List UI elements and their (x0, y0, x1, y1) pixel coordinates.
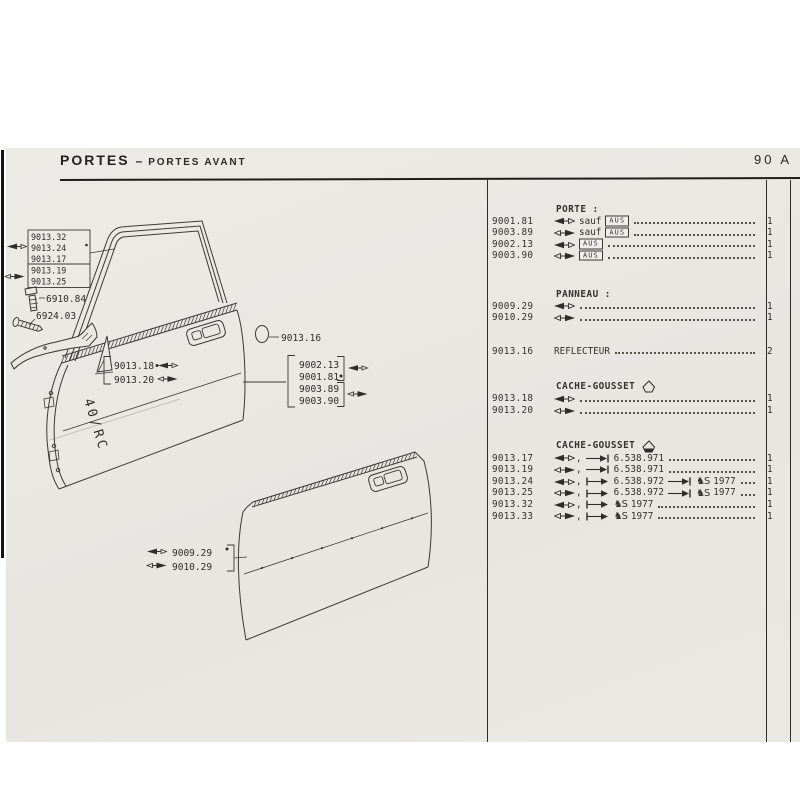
parts-row (487, 453, 800, 465)
qty-value: 1 (767, 452, 773, 464)
dotted-leader (669, 471, 755, 473)
part-label: 9001.81 (299, 372, 340, 383)
gusset-shape-icon (641, 380, 656, 393)
part-label: 9013.24 (31, 243, 67, 253)
lion-icon: ♞S (613, 499, 627, 511)
left-side-arrow-icon (554, 241, 575, 249)
part-label: 9002.13 (299, 360, 340, 371)
bullet-marker (85, 244, 88, 247)
from-icon (586, 500, 610, 509)
part-label: 9013.25 (31, 276, 67, 287)
left-side-arrow-icon (554, 478, 575, 486)
dotted-leader (608, 245, 755, 247)
dotted-leader (580, 412, 755, 414)
part-description (554, 453, 664, 465)
aus-badge: AUS (605, 227, 629, 238)
part-description (554, 476, 736, 488)
part-description (554, 464, 664, 476)
right-side-arrow-icon (554, 229, 575, 237)
lion-icon: ♞S (613, 510, 627, 522)
qty-value: 1 (767, 215, 773, 227)
reflector-callout (256, 326, 322, 345)
part-ref: 9001.81 (492, 215, 534, 227)
part-ref: 9010.29 (492, 312, 534, 324)
part-label: 9009.29 (172, 548, 213, 559)
parts-section (487, 380, 800, 416)
parts-section (487, 346, 800, 358)
part-ref: 9013.32 (492, 498, 534, 510)
left-side-arrow-icon (147, 549, 167, 555)
reflector-label: 9013.16 (281, 333, 322, 344)
dotted-leader (741, 494, 755, 496)
qty-value: 1 (767, 510, 773, 522)
segment-text: sauf (579, 215, 602, 227)
dotted-leader (615, 352, 755, 354)
from-icon (586, 489, 610, 498)
part-description (554, 499, 653, 511)
section-header (556, 204, 800, 216)
qty-value: 1 (767, 404, 773, 416)
parts-section (487, 204, 800, 262)
lion-icon: ♞S (695, 476, 710, 488)
door-panel-drawing (238, 452, 431, 640)
qty-value: 1 (767, 464, 773, 476)
right-side-arrow-icon (158, 376, 178, 382)
qty-value: 1 (767, 300, 773, 312)
part-label: 9013.32 (31, 232, 67, 242)
parts-row (487, 346, 800, 358)
gusset-shape-icon (641, 440, 656, 453)
part-ref: 9003.90 (492, 250, 534, 262)
dotted-leader (669, 459, 755, 461)
dotted-leader (658, 506, 755, 508)
parts-row (487, 312, 800, 324)
page-subtitle: PORTES AVANT (148, 157, 247, 168)
title-separator: – (135, 154, 143, 168)
part-description (554, 395, 575, 403)
lion-icon: ♞S (695, 487, 710, 499)
segment-text: 6.538.971 (613, 464, 664, 476)
dotted-leader (608, 257, 755, 259)
left-side-arrow-icon (554, 501, 575, 509)
segment-text: , (576, 498, 582, 510)
part-label: 9003.89 (299, 384, 340, 395)
part-description (554, 346, 610, 358)
section-header (556, 380, 800, 393)
right-side-arrow-icon (554, 512, 575, 520)
parts-row (487, 227, 800, 239)
part-description (554, 314, 575, 322)
right-side-arrow-icon (554, 489, 575, 497)
part-ref: 9013.16 (492, 345, 534, 357)
part-description (554, 407, 575, 415)
section-header-label: CACHE-GOUSSET (556, 440, 636, 452)
parts-section (487, 440, 800, 523)
from-icon (586, 512, 610, 521)
segment-text: 6.538.972 (613, 475, 664, 487)
part-description (554, 487, 736, 499)
part-ref: 9003.89 (492, 227, 534, 239)
bolt-label: 6910.84 (46, 294, 87, 305)
parts-row (487, 464, 800, 476)
part-description (554, 302, 575, 310)
aus-badge: AUS (579, 239, 603, 250)
left-side-arrow-icon (554, 217, 575, 225)
watermark-text: 40/RC (80, 396, 111, 453)
bullet-marker (340, 375, 343, 378)
part-description (554, 239, 603, 250)
parts-row (487, 393, 800, 405)
hinge-bracket-drawing (11, 323, 97, 369)
aus-badge: AUS (605, 216, 629, 227)
section-header (556, 289, 800, 301)
right-side-arrow-icon (348, 391, 368, 397)
qty-value: 1 (767, 312, 773, 324)
left-side-arrow-icon (554, 302, 575, 310)
qty-value: 1 (767, 475, 773, 487)
part-ref: 9013.19 (492, 464, 534, 476)
part-ref: 9013.25 (492, 487, 534, 499)
part-label: 9010.29 (172, 562, 213, 573)
until-icon (668, 489, 692, 498)
segment-text: 1977 (713, 475, 736, 487)
qty-value: 1 (767, 227, 773, 239)
part-label: 9013.17 (31, 254, 67, 264)
screw-label: 6924.03 (36, 311, 77, 322)
segment-text: 1977 (630, 510, 654, 522)
parts-row (487, 499, 800, 511)
part-label: 9013.19 (31, 265, 67, 276)
segment-text: REFLECTEUR (554, 345, 610, 357)
parts-list (487, 180, 800, 522)
parts-row (487, 487, 800, 499)
door-shell-callout (243, 356, 344, 408)
parts-section (487, 289, 800, 324)
segment-text: , (576, 487, 582, 499)
part-ref: 9009.29 (492, 300, 534, 312)
part-ref: 9002.13 (492, 238, 534, 250)
part-label: 9013.20 (114, 375, 155, 386)
bullet-marker (226, 548, 229, 551)
segment-text: , (576, 452, 582, 464)
left-side-arrow-icon (348, 365, 368, 371)
parts-row (487, 239, 800, 251)
from-icon (586, 477, 610, 486)
bolt-drawing (25, 287, 45, 311)
front-door-drawing (44, 303, 245, 489)
left-side-arrow-icon (7, 244, 27, 250)
dotted-leader (580, 400, 755, 402)
segment-text: 6.538.971 (613, 452, 664, 464)
section-header-label: CACHE-GOUSSET (556, 381, 636, 393)
until-icon (586, 465, 610, 474)
part-description (554, 251, 603, 262)
segment-text: 1977 (713, 487, 736, 499)
parts-row (487, 250, 800, 262)
part-label: 9003.90 (299, 396, 340, 407)
dotted-leader (658, 517, 755, 519)
segment-text: 6.538.972 (613, 487, 664, 499)
part-description (554, 216, 629, 228)
right-side-arrow-icon (554, 407, 575, 415)
page-number: 90 A (753, 152, 792, 167)
qty-value: 1 (767, 238, 773, 250)
qty-value: 1 (767, 487, 773, 499)
parts-row (487, 405, 800, 417)
panel-callout (172, 545, 247, 573)
parts-row (487, 216, 800, 228)
right-side-arrow-icon (554, 252, 575, 260)
dotted-leader (634, 234, 755, 236)
part-ref: 9013.20 (492, 404, 534, 416)
aus-badge: AUS (579, 250, 603, 261)
pencil-mark (50, 399, 180, 440)
segment-text: , (576, 510, 582, 522)
part-description (554, 227, 629, 239)
right-side-arrow-icon (5, 274, 25, 280)
dotted-leader (580, 307, 755, 309)
part-ref: 9013.18 (492, 393, 534, 405)
segment-text: 1977 (630, 498, 654, 510)
dotted-leader (580, 319, 755, 321)
parts-row (487, 301, 800, 313)
segment-text: , (576, 464, 582, 476)
part-ref: 9013.17 (492, 452, 534, 464)
section-header (556, 440, 800, 453)
page-title: PORTES (60, 152, 130, 168)
dotted-leader (741, 482, 755, 484)
left-side-arrow-icon (554, 454, 575, 462)
parts-row (487, 511, 800, 523)
left-side-arrow-icon (554, 395, 575, 403)
until-icon (668, 477, 692, 486)
segment-text: , (576, 475, 582, 487)
part-label: 9013.18 (114, 361, 155, 372)
qty-value: 1 (767, 250, 773, 262)
section-header-label: PORTE : (556, 204, 599, 215)
qty-value: 1 (767, 498, 773, 510)
segment-text: sauf (579, 227, 602, 239)
reflector-circle (256, 326, 269, 343)
qty-value: 1 (767, 393, 773, 405)
right-side-arrow-icon (147, 563, 167, 569)
part-ref: 9013.33 (492, 510, 534, 522)
part-ref: 9013.24 (492, 475, 534, 487)
dotted-leader (634, 222, 755, 224)
qty-value: 2 (767, 345, 773, 357)
right-side-arrow-icon (554, 466, 575, 474)
left-side-arrow-icon (158, 363, 178, 369)
section-header-label: PANNEAU : (556, 288, 611, 300)
right-side-arrow-icon (554, 314, 575, 322)
part-description (554, 511, 653, 523)
parts-row (487, 476, 800, 488)
until-icon (586, 454, 610, 463)
